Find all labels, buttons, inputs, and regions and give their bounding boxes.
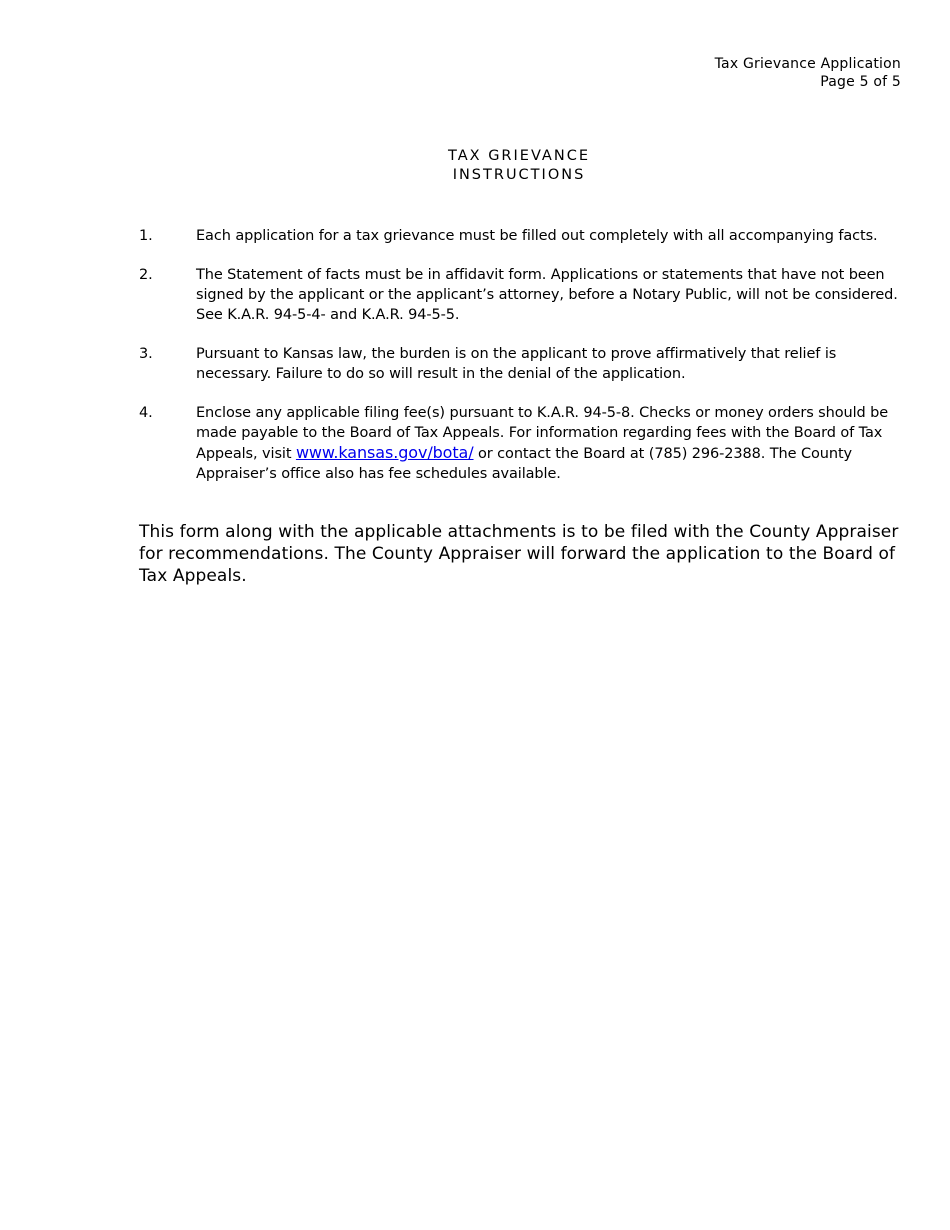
bota-website-link[interactable]: www.kansas.gov/bota/ (295, 443, 474, 462)
instructions-list (139, 226, 904, 503)
instruction-item (139, 344, 904, 384)
instruction-text: Each application for a tax grievance must be filled out completely with all accompanying facts. (196, 228, 878, 244)
instruction-text-after-link: or contact the Board at (785) 296-2388. The County Appraiser’s office also has fee schedules available. (196, 446, 853, 482)
instruction-number: 3. (139, 346, 153, 362)
instruction-item (139, 226, 904, 246)
instruction-item (139, 403, 904, 484)
instruction-text: The Statement of facts must be in affidavit form. Applications or statements that have not been signed by the applicant or the applicant’s attorney, before a Notary Public, will not be considered. See K.A.R. 94-5-4- and K.A.R. 94-5-5. (196, 267, 898, 323)
page-title (0, 147, 950, 185)
filing-note: This form along with the applicable attachments is to be filed with the County Appraiser for recommendations. The County Appraiser will forward the application to the Board of Tax Appeals. (139, 522, 899, 586)
page-title-line-1: TAX GRIEVANCE (448, 148, 590, 164)
instruction-number: 2. (139, 267, 153, 283)
page-number: Page 5 of 5 (820, 74, 901, 90)
instruction-number: 4. (139, 405, 153, 421)
instruction-item (139, 265, 904, 325)
instruction-text-before-link: Enclose any applicable filing fee(s) pursuant to K.A.R. 94-5-8. Checks or money orders should be made payable to the Board of Tax Appeals. For information regarding fees with the Board of Tax Appeals, visit (196, 405, 889, 462)
page-header (715, 55, 901, 91)
instruction-text (196, 403, 904, 484)
instruction-text: Pursuant to Kansas law, the burden is on the applicant to prove affirmatively that relief is necessary. Failure to do so will result in the denial of the application. (196, 346, 837, 382)
instruction-number: 1. (139, 228, 153, 244)
document-name: Tax Grievance Application (714, 56, 901, 72)
page-title-line-2: INSTRUCTIONS (452, 167, 586, 183)
